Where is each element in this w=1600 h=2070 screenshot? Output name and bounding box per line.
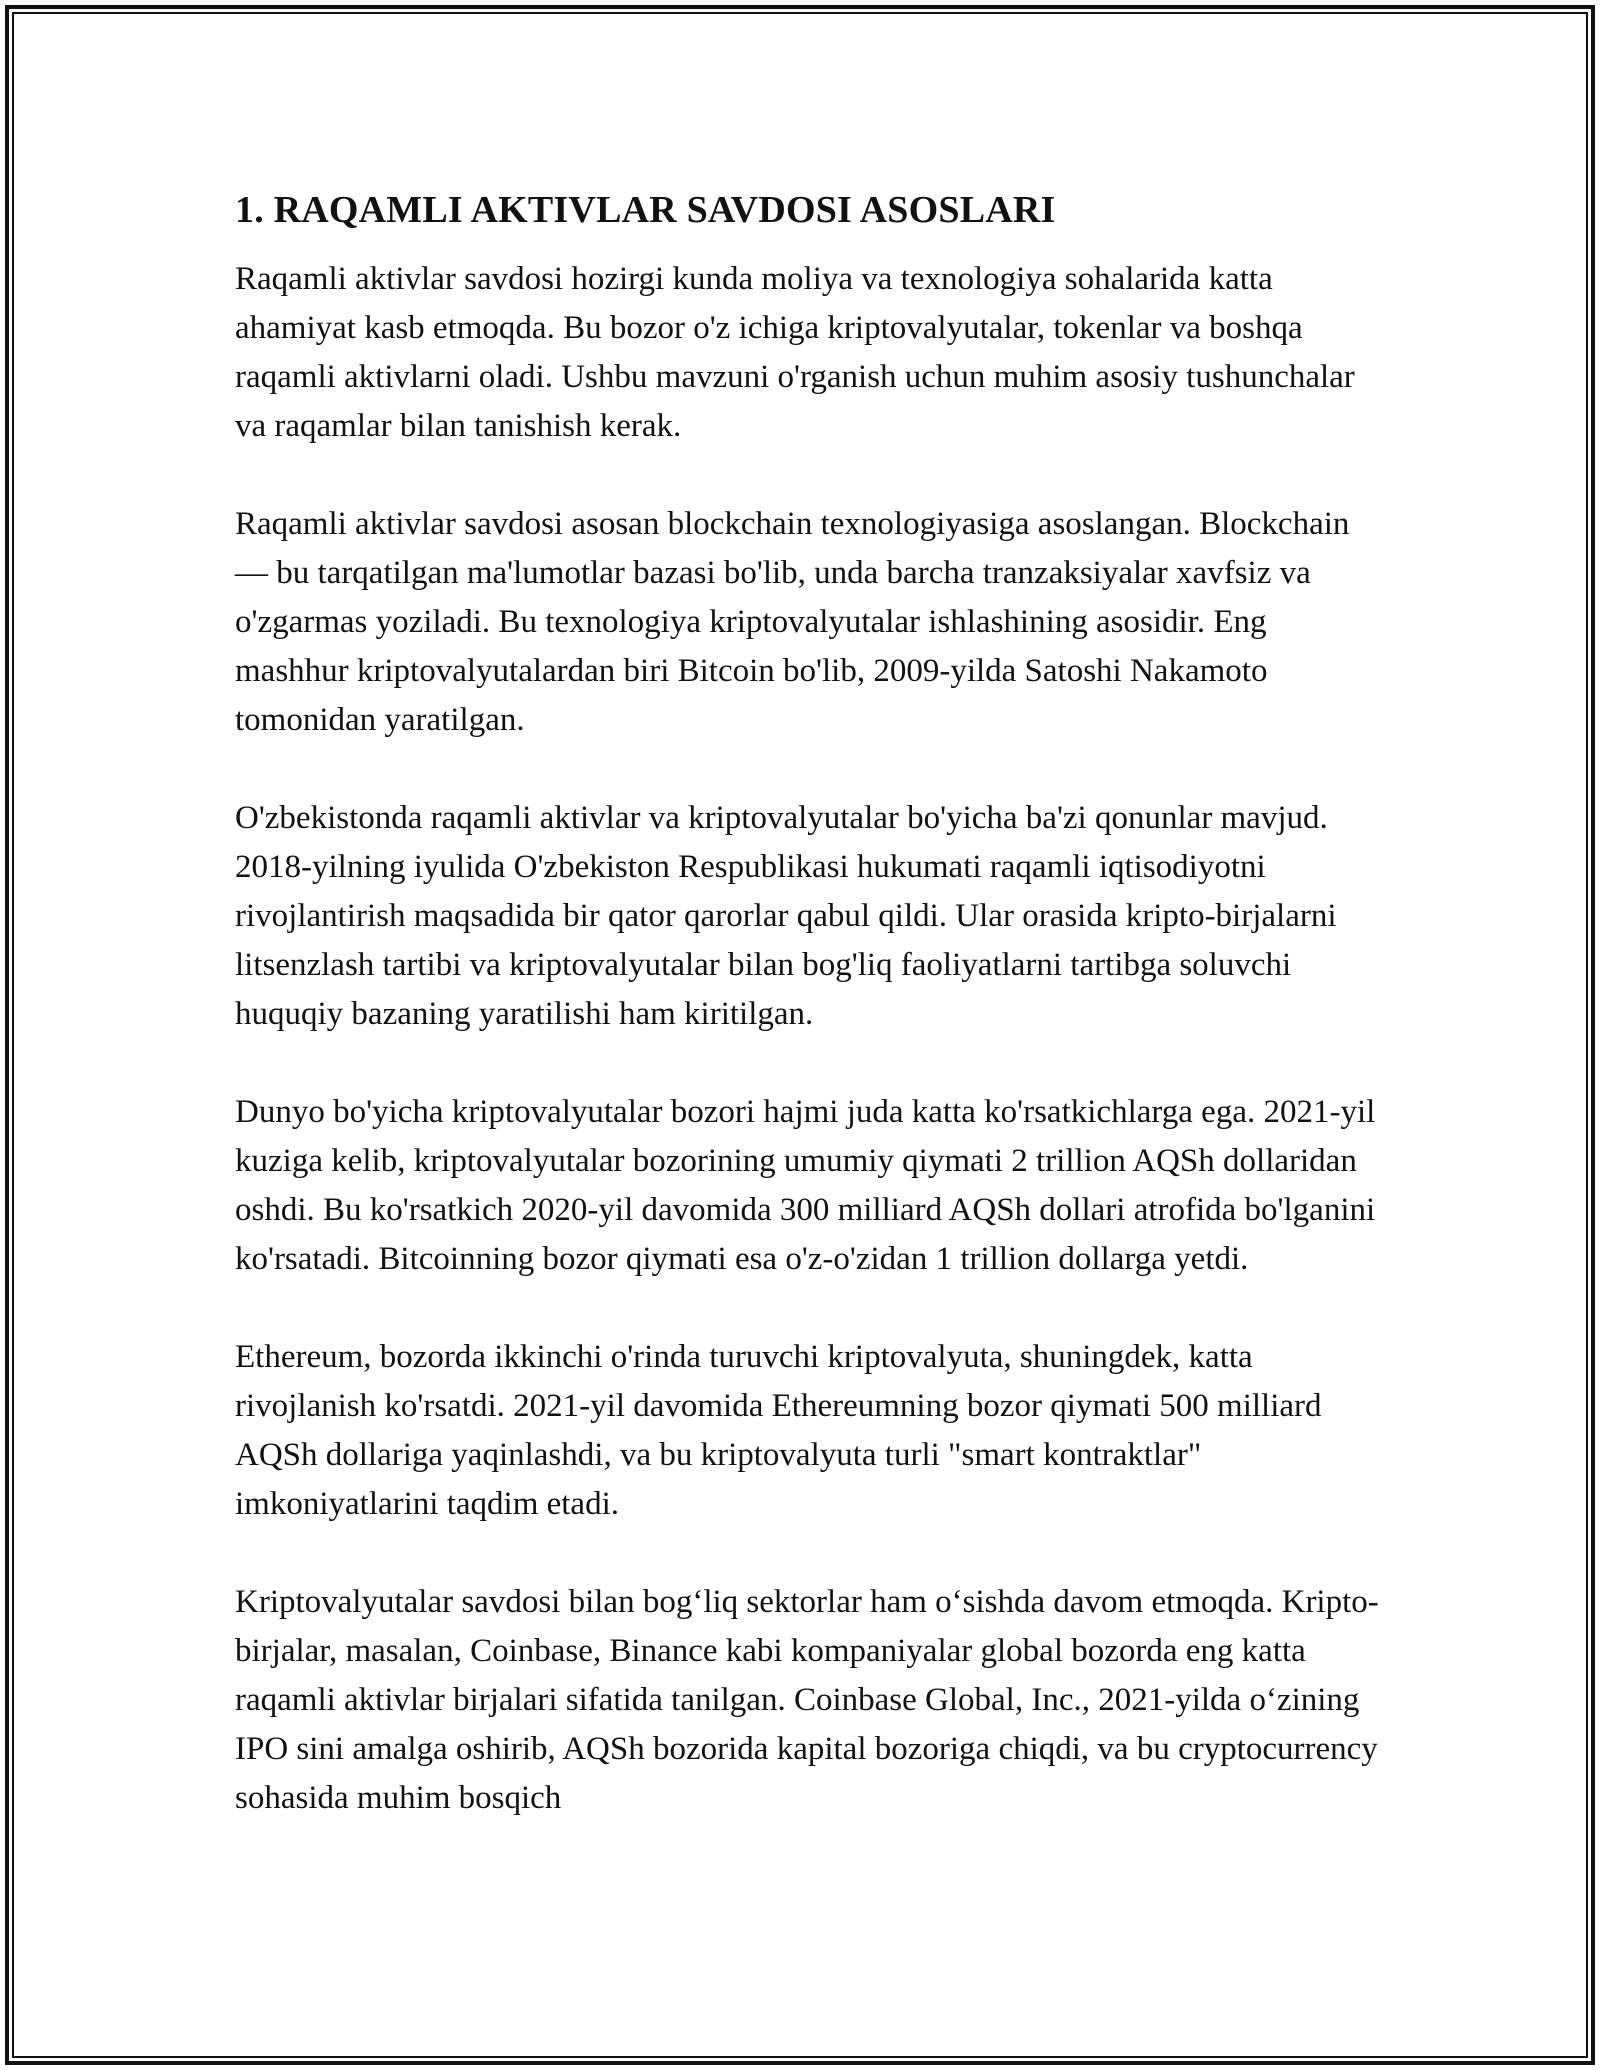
paragraph-2: Raqamli aktivlar savdosi asosan blockchain texnologiyasiga asoslangan. Blockchain — bu tarqatilgan ma'lumotlar bazasi bo'lib, unda barcha tranzaksiyalar xavfsiz va o'zgarmas yoziladi. Bu texnologiya kriptovalyutalar ishlashining asosidir. Eng mashhur kriptovalyutalardan biri Bitcoin bo'lib, 2009-yilda Satoshi Nakamoto tomonidan yaratilgan. bbox=[235, 506, 1350, 739]
paragraph-6: Kriptovalyutalar savdosi bilan bog‘liq sektorlar ham o‘sishda davom etmoqda. Kripto-birjalar, masalan, Coinbase, Binance kabi kompaniyalar global bozorda eng katta raqamli aktivlar birjalari sifatida tanilgan. Coinbase Global, Inc., 2021-yilda o‘zining IPO sini amalga oshirib, AQSh bozorida kapital bozoriga chiqdi, va bu cryptocurrency sohasida muhim bosqich bbox=[235, 1584, 1379, 1817]
document-body bbox=[235, 186, 1385, 1823]
paragraph-5: Ethereum, bozorda ikkinchi o'rinda turuvchi kriptovalyuta, shuningdek, katta rivojlanish ko'rsatdi. 2021-yil davomida Ethereumning bozor qiymati 500 milliard AQSh dollariga yaqinlashdi, va bu kriptovalyuta turli "smart kontraktlar" imkoniyatlarini taqdim etadi. bbox=[235, 1339, 1322, 1523]
paragraph-1: Raqamli aktivlar savdosi hozirgi kunda moliya va texnologiya sohalarida katta ahamiyat kasb etmoqda. Bu bozor o'z ichiga kriptovalyutalar, tokenlar va boshqa raqamli aktivlarni oladi. Ushbu mavzuni o'rganish uchun muhim asosiy tushunchalar va raqamlar bilan tanishish kerak. bbox=[235, 261, 1355, 445]
paragraph-3: O'zbekistonda raqamli aktivlar va kriptovalyutalar bo'yicha ba'zi qonunlar mavjud. 2018-yilning iyulida O'zbekiston Respublikasi hukumati raqamli iqtisodiyotni rivojlantirish maqsadida bir qator qarorlar qabul qildi. Ular orasida kripto-birjalarni litsenzlash tartibi va kriptovalyutalar bilan bog'liq faoliyatlarni tartibga soluvchi huquqiy bazaning yaratilishi ham kiritilgan. bbox=[235, 800, 1337, 1033]
section-heading: 1. RAQAMLI AKTIVLAR SAVDOSI ASOSLARI bbox=[235, 189, 1056, 231]
paragraph-4: Dunyo bo'yicha kriptovalyutalar bozori hajmi juda katta ko'rsatkichlarga ega. 2021-yil kuziga kelib, kriptovalyutalar bozorining umumiy qiymati 2 trillion AQSh dollaridan oshdi. Bu ko'rsatkich 2020-yil davomida 300 milliard AQSh dollari atrofida bo'lganini ko'rsatadi. Bitcoinning bozor qiymati esa o'z-o'zidan 1 trillion dollarga yetdi. bbox=[235, 1094, 1376, 1278]
